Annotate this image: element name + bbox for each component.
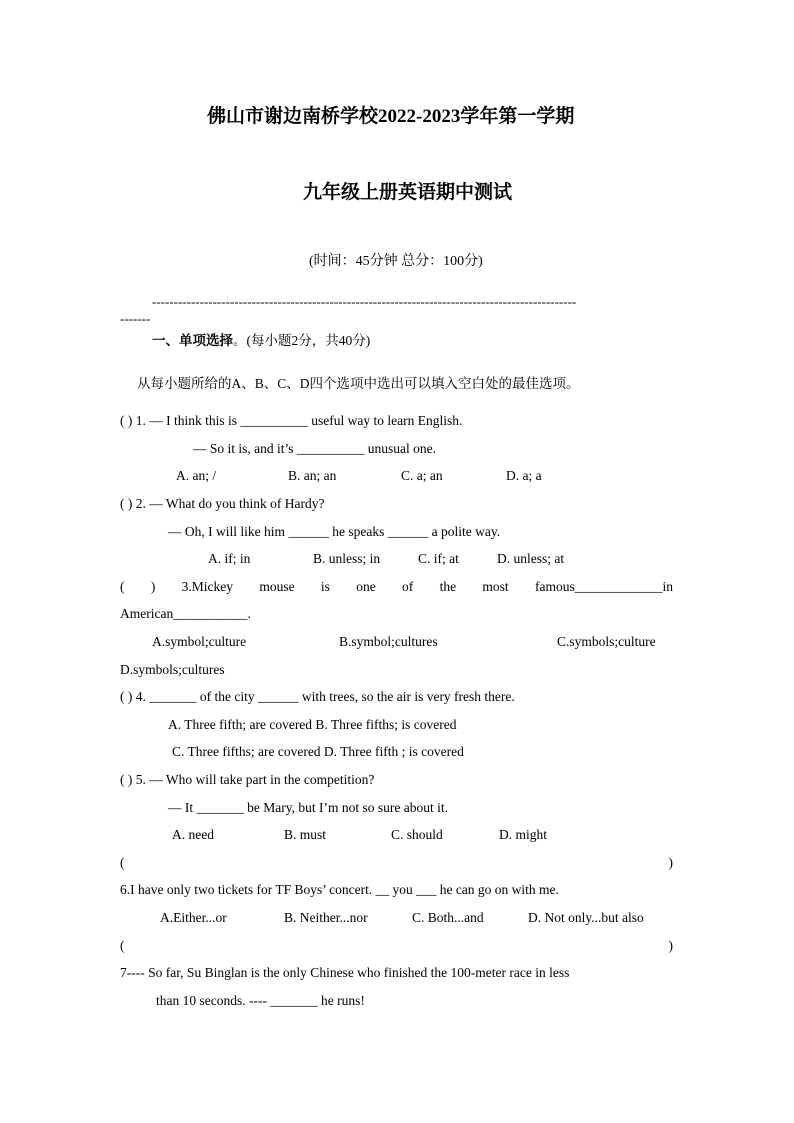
- question-1-line2: — So it is, and it’s __________ unusual one.: [193, 441, 436, 456]
- answer-paren-close: ): [668, 938, 673, 953]
- question-6-option-a: A.Either...or: [160, 910, 227, 925]
- question-3-option-b: B.symbol;cultures: [339, 634, 438, 649]
- question-6-option-d: D. Not only...but also: [528, 910, 644, 925]
- question-3-option-a: A.symbol;culture: [152, 634, 247, 649]
- question-2-stem: ( ) 2. — What do you think of Hardy?: [120, 496, 325, 511]
- question-2-option-d: D. unless; at: [497, 551, 565, 566]
- divider-line: --------------------------------------------------------------------------------------------------: [152, 294, 577, 309]
- question-2-line2: — Oh, I will like him ______ he speaks ______ a polite way.: [168, 524, 501, 539]
- question-4-options-ab: A. Three fifth; are covered B. Three fifths; is covered: [168, 717, 457, 732]
- answer-paren-open: (: [120, 938, 125, 953]
- question-word: famous_____________in: [534, 579, 673, 594]
- question-7-answer-paren: [120, 938, 673, 954]
- section-instruction: 从每小题所给的A、B、C、D四个选项中选出可以填入空白处的最佳选项。: [137, 376, 580, 391]
- question-word: of: [402, 579, 414, 594]
- question-5-option-b: B. must: [284, 827, 327, 842]
- question-5-option-d: D. might: [499, 827, 548, 842]
- question-1-option-c: C. a; an: [401, 468, 443, 483]
- question-7-stem: 7---- So far, Su Binglan is the only Chinese who finished the 100-meter race in less: [120, 965, 570, 980]
- section-title: 一、单项选择: [152, 333, 233, 348]
- question-word: most: [482, 579, 509, 594]
- question-5-line2: — It _______ be Mary, but I’m not so sure about it.: [168, 800, 448, 815]
- exam-subtitle: 九年级上册英语期中测试: [303, 182, 513, 203]
- question-3-line2: American___________.: [120, 606, 251, 621]
- question-3-option-c: C.symbols;culture: [557, 634, 656, 649]
- answer-paren-open: (: [120, 855, 125, 870]
- exam-info: (时间：45分钟 总分：100分): [309, 254, 483, 269]
- question-1-option-b: B. an; an: [288, 468, 337, 483]
- question-6-stem: 6.I have only two tickets for TF Boys’ concert. __ you ___ he can go on with me.: [120, 882, 559, 897]
- question-6-answer-paren: [120, 855, 673, 871]
- question-word: one: [356, 579, 376, 594]
- exam-title: 佛山市谢边南桥学校2022-2023学年第一学期: [207, 106, 575, 127]
- question-5-stem: ( ) 5. — Who will take part in the competition?: [120, 772, 375, 787]
- divider-line-end: -------: [120, 311, 151, 326]
- question-word: 3.Mickey: [181, 579, 233, 594]
- answer-paren-close: ): [668, 855, 673, 870]
- question-1-option-a: A. an; /: [176, 468, 217, 483]
- question-6-option-c: C. Both...and: [412, 910, 484, 925]
- question-3-stem: [120, 579, 673, 595]
- question-1-option-d: D. a; a: [506, 468, 542, 483]
- question-1-stem: ( ) 1. — I think this is __________ useful way to learn English.: [120, 413, 463, 428]
- question-3-option-d: D.symbols;cultures: [120, 662, 225, 677]
- section-heading: [152, 333, 370, 349]
- answer-paren-close: ): [150, 579, 156, 594]
- question-7-line2: than 10 seconds. ---- _______ he runs!: [156, 993, 365, 1008]
- question-5-option-a: A. need: [172, 827, 214, 842]
- question-4-options-cd: C. Three fifths; are covered D. Three fifth ; is covered: [172, 744, 464, 759]
- section-note: 。(每小题2分，共40分): [233, 333, 371, 348]
- question-word: is: [320, 579, 330, 594]
- question-word: mouse: [259, 579, 295, 594]
- question-5-option-c: C. should: [391, 827, 443, 842]
- question-4-stem: ( ) 4. _______ of the city ______ with trees, so the air is very fresh there.: [120, 689, 515, 704]
- question-2-option-c: C. if; at: [418, 551, 459, 566]
- question-word: the: [439, 579, 457, 594]
- question-6-option-b: B. Neither...nor: [284, 910, 368, 925]
- answer-paren-open: (: [120, 579, 125, 594]
- question-2-option-b: B. unless; in: [313, 551, 381, 566]
- question-2-option-a: A. if; in: [208, 551, 251, 566]
